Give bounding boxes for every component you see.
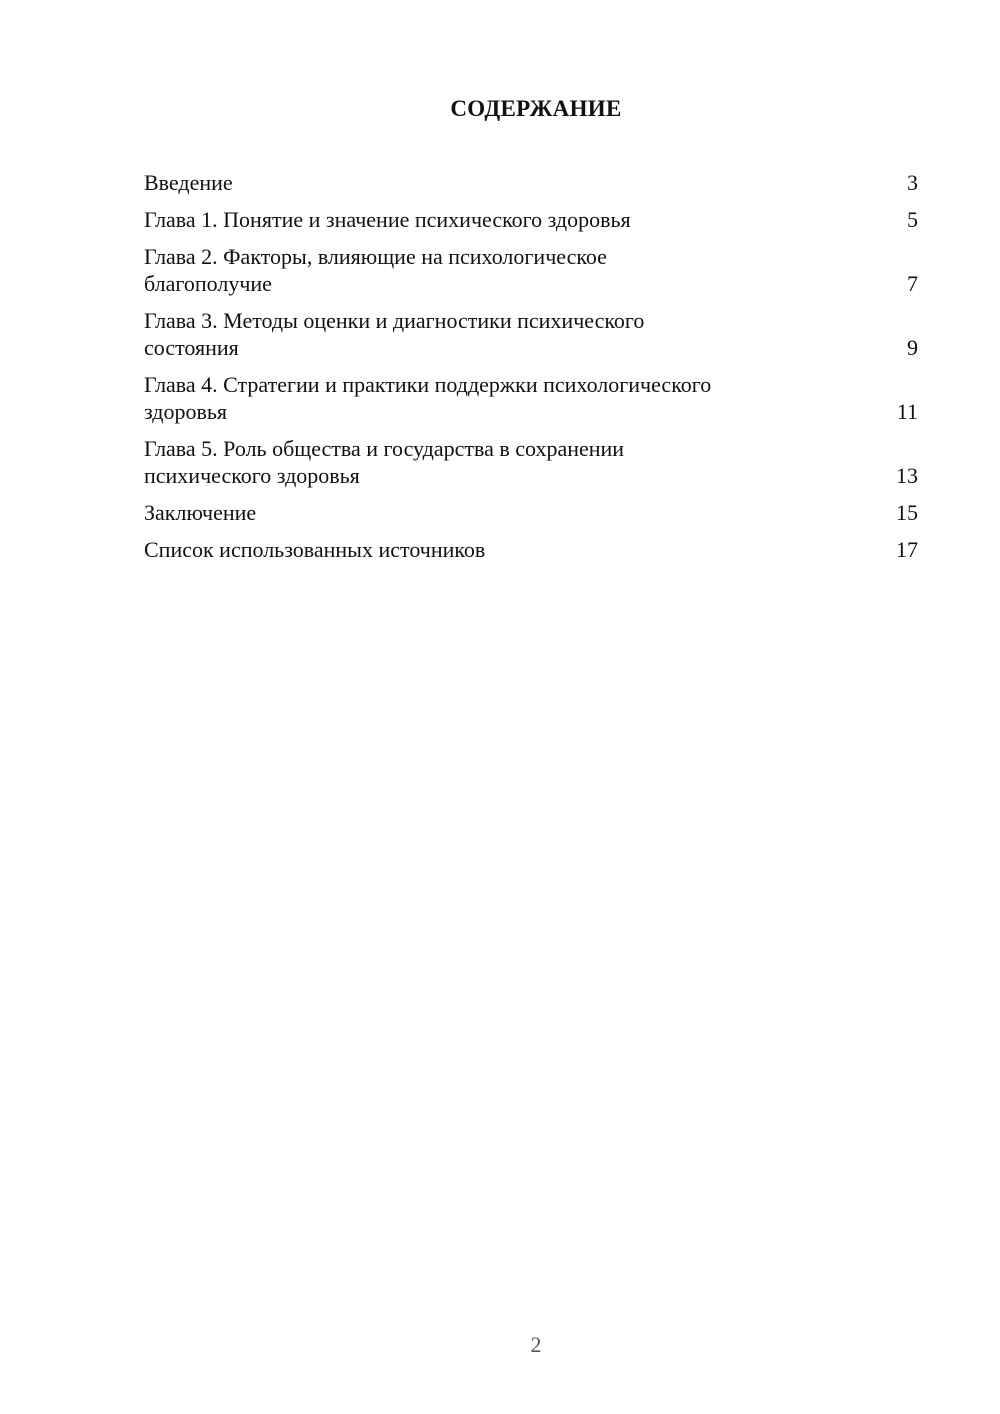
toc-title: СОДЕРЖАНИЕ (450, 96, 622, 121)
toc-entry-introduction (144, 169, 918, 196)
toc-entry-text: Глава 5. Роль общества и государства в сохранении психического здоровья (144, 436, 625, 488)
toc-entry-text: Глава 4. Стратегии и практики поддержки психологического здоровья (144, 372, 712, 424)
toc-entry-chapter-1 (144, 206, 918, 233)
toc-list (144, 169, 918, 573)
toc-entry-page: 3 (907, 170, 918, 195)
toc-entry-text: Глава 2. Факторы, влияющие на психологическое благополучие (144, 244, 607, 296)
toc-entry-text: Глава 3. Методы оценки и диагностики психического состояния (144, 308, 645, 360)
toc-entry-page: 17 (896, 537, 918, 562)
toc-entry-page: 13 (896, 463, 918, 488)
toc-entry-page: 7 (907, 271, 918, 296)
toc-entry-text: Глава 1. Понятие и значение психического здоровья (144, 207, 631, 232)
toc-entry-page: 9 (907, 335, 918, 360)
toc-entry-references (144, 536, 918, 563)
toc-entry-text: Список использованных источников (144, 537, 486, 562)
toc-entry-chapter-5 (144, 435, 918, 489)
toc-entry-conclusion (144, 499, 918, 526)
toc-entry-page: 11 (896, 399, 918, 424)
toc-entry-chapter-3 (144, 307, 918, 361)
toc-entry-page: 15 (896, 500, 918, 525)
toc-entry-page: 5 (907, 207, 918, 232)
toc-entry-text: Введение (144, 170, 233, 195)
toc-entry-chapter-4 (144, 371, 918, 425)
toc-entry-text: Заключение (144, 500, 257, 525)
page-number: 2 (530, 1332, 542, 1357)
toc-entry-chapter-2 (144, 243, 918, 297)
